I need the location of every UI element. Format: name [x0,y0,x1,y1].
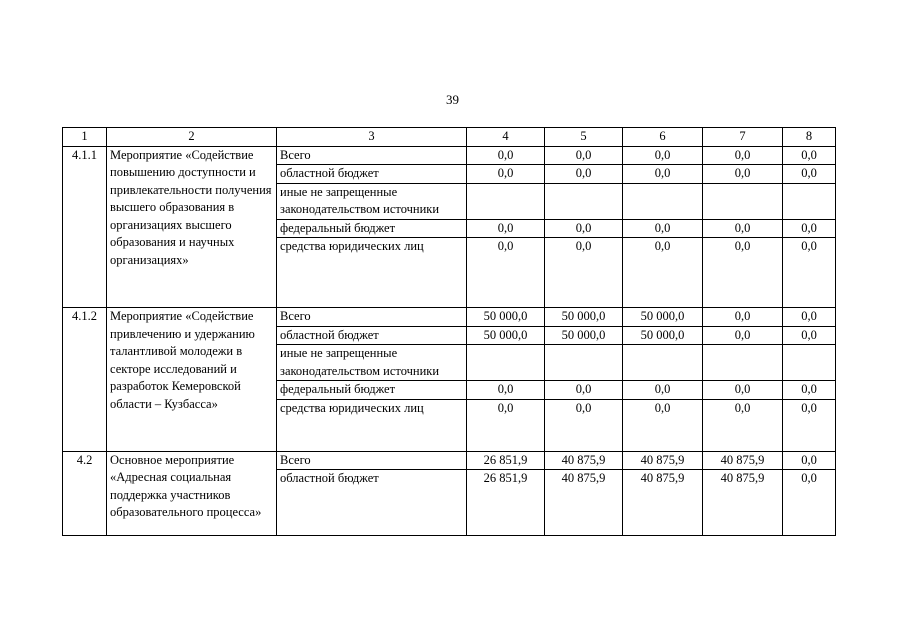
column-header: 1 [63,128,107,147]
funding-source: иные не запрещенные законодательством источники [277,183,467,219]
value-cell [545,345,623,381]
value-cell: 0,0 [623,219,703,238]
value-cell: 0,0 [783,238,836,308]
value-cell: 0,0 [783,326,836,345]
page-number: 39 [446,92,459,107]
value-cell [623,345,703,381]
value-cell: 0,0 [783,451,836,470]
value-cell: 0,0 [623,165,703,184]
column-header: 7 [703,128,783,147]
value-cell: 0,0 [467,238,545,308]
item-name: Основное мероприятие «Адресная социальная поддержка участников образовательного процесса» [107,451,277,536]
value-cell: 0,0 [703,308,783,327]
value-cell: 0,0 [545,399,623,451]
column-header: 3 [277,128,467,147]
value-cell: 0,0 [703,165,783,184]
value-cell: 26 851,9 [467,451,545,470]
value-cell: 50 000,0 [623,326,703,345]
value-cell [703,345,783,381]
column-header: 5 [545,128,623,147]
item-number: 4.1.1 [63,146,107,308]
value-cell: 0,0 [545,165,623,184]
value-cell [467,183,545,219]
column-header: 6 [623,128,703,147]
column-header: 8 [783,128,836,147]
value-cell: 0,0 [467,399,545,451]
value-cell: 0,0 [545,238,623,308]
value-cell: 0,0 [467,146,545,165]
funding-source: средства юридических лиц [277,238,467,308]
value-cell: 0,0 [783,308,836,327]
value-cell: 0,0 [783,219,836,238]
value-cell: 50 000,0 [623,308,703,327]
column-header: 2 [107,128,277,147]
value-cell: 0,0 [703,399,783,451]
table-row [63,308,836,327]
funding-source: федеральный бюджет [277,381,467,400]
value-cell: 0,0 [545,146,623,165]
value-cell: 0,0 [783,399,836,451]
value-cell: 0,0 [623,146,703,165]
value-cell [783,345,836,381]
value-cell: 0,0 [467,219,545,238]
item-number: 4.1.2 [63,308,107,452]
value-cell: 0,0 [545,381,623,400]
value-cell: 40 875,9 [623,451,703,470]
value-cell: 50 000,0 [545,326,623,345]
value-cell: 0,0 [467,165,545,184]
value-cell: 0,0 [545,219,623,238]
funding-source: областной бюджет [277,470,467,536]
value-cell: 0,0 [703,146,783,165]
value-cell: 0,0 [623,381,703,400]
value-cell: 50 000,0 [467,308,545,327]
funding-source: Всего [277,451,467,470]
value-cell: 50 000,0 [545,308,623,327]
value-cell: 40 875,9 [703,470,783,536]
value-cell [623,183,703,219]
item-number: 4.2 [63,451,107,536]
header-row [63,128,836,147]
value-cell: 40 875,9 [545,451,623,470]
column-header: 4 [467,128,545,147]
item-name: Мероприятие «Содействие повышению доступности и привлекательности получения высшего образования в организациях высшего образования и научных организациях» [107,146,277,308]
value-cell: 0,0 [467,381,545,400]
funding-source: иные не запрещенные законодательством источники [277,345,467,381]
value-cell: 50 000,0 [467,326,545,345]
value-cell: 0,0 [783,165,836,184]
value-cell: 0,0 [703,238,783,308]
value-cell: 0,0 [623,238,703,308]
value-cell [783,183,836,219]
funding-source: средства юридических лиц [277,399,467,451]
value-cell: 0,0 [783,146,836,165]
value-cell [467,345,545,381]
value-cell: 40 875,9 [703,451,783,470]
funding-source: областной бюджет [277,165,467,184]
funding-source: федеральный бюджет [277,219,467,238]
value-cell [545,183,623,219]
value-cell: 0,0 [703,326,783,345]
value-cell: 40 875,9 [623,470,703,536]
value-cell: 0,0 [703,381,783,400]
item-name: Мероприятие «Содействие привлечению и удержанию талантливой молодежи в секторе исследований и разработок Кемеровской области – Кузбасса» [107,308,277,452]
table-row [63,451,836,470]
value-cell [703,183,783,219]
value-cell: 40 875,9 [545,470,623,536]
value-cell: 0,0 [623,399,703,451]
funding-source: Всего [277,308,467,327]
table-row [63,146,836,165]
funding-source: Всего [277,146,467,165]
budget-table [62,127,836,536]
funding-source: областной бюджет [277,326,467,345]
value-cell: 0,0 [783,381,836,400]
value-cell: 0,0 [783,470,836,536]
value-cell: 26 851,9 [467,470,545,536]
value-cell: 0,0 [703,219,783,238]
